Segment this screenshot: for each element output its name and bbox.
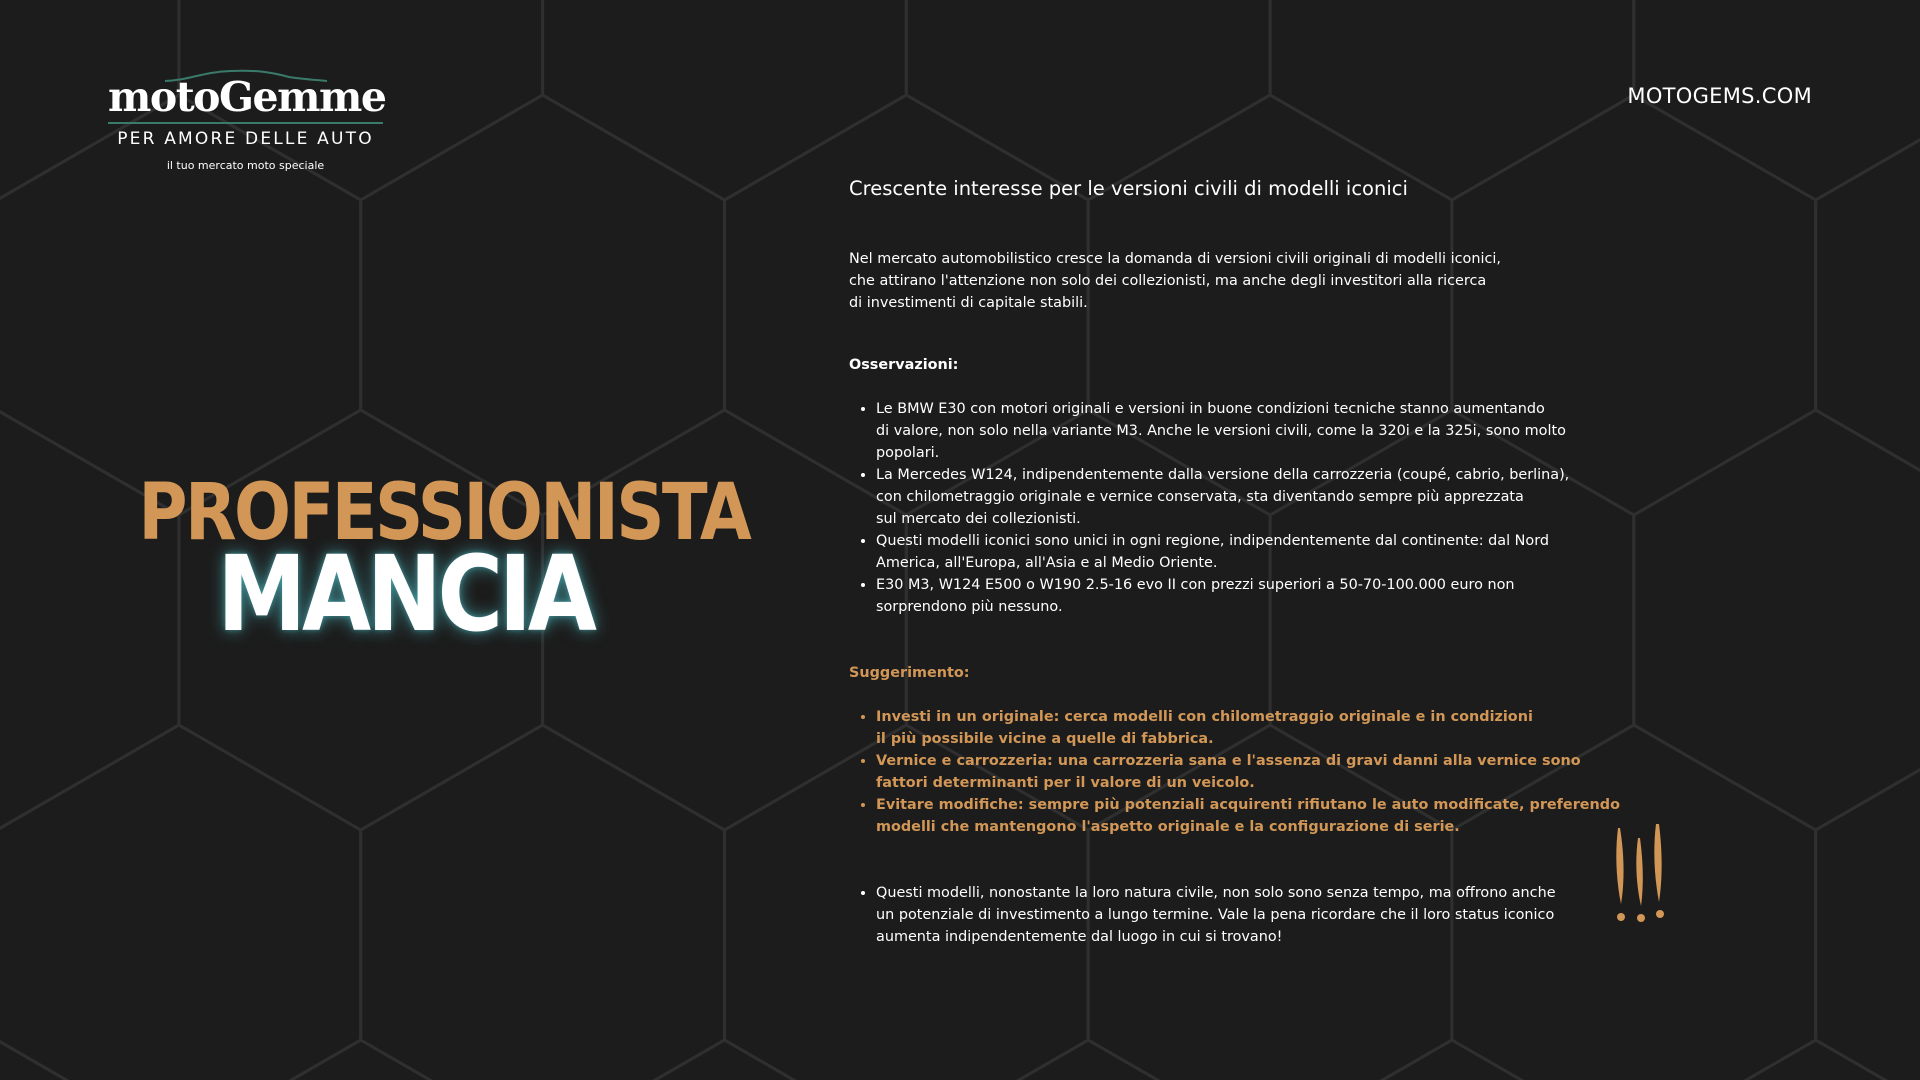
brand-logo bbox=[108, 68, 386, 173]
hexagon-cell bbox=[543, 0, 907, 200]
hero-line-professionista: PROFESSIONISTA bbox=[138, 468, 750, 558]
hexagon-cell bbox=[1816, 725, 1920, 1080]
article bbox=[849, 176, 1620, 948]
exclamation-marks-icon bbox=[1610, 822, 1670, 924]
tip-line: modelli che mantengono l'aspetto originale e la configurazione di serie. bbox=[876, 819, 1460, 835]
observation-line: America, all'Europa, all'Asia e al Medio Oriente. bbox=[876, 555, 1218, 571]
logo-name: motoGemme bbox=[108, 73, 386, 121]
hexagon-cell bbox=[906, 0, 1270, 200]
observation-line: con chilometraggio originale e vernice conservata, sta diventando sempre più apprezzata bbox=[876, 489, 1524, 505]
closing-list bbox=[849, 882, 1609, 948]
closing-line: aumenta indipendentemente dal luogo in cui si trovano! bbox=[876, 929, 1283, 945]
observations-title: Osservazioni: bbox=[849, 357, 959, 373]
closing-line: un potenziale di investimento a lungo termine. Vale la pena ricordare che il loro status iconico bbox=[876, 907, 1555, 923]
intro-line: di investimenti di capitale stabili. bbox=[849, 295, 1088, 311]
intro-line: Nel mercato automobilistico cresce la domanda di versioni civili originali di modelli iconici, bbox=[849, 251, 1501, 267]
hexagon-cell bbox=[1634, 1040, 1920, 1080]
hexagon-cell bbox=[1270, 1040, 1634, 1080]
observation-line: • La Mercedes W124, indipendentemente dalla versione della carrozzeria (coupé, cabrio, berlina), bbox=[876, 467, 1570, 483]
hexagon-cell bbox=[0, 725, 361, 1080]
intro-line: che attirano l'attenzione non solo dei collezionisti, ma anche degli investitori alla ricerca bbox=[849, 273, 1487, 289]
observation-line: • Questi modelli iconici sono unici in ogni regione, indipendentemente dal continente: dal Nord bbox=[876, 533, 1550, 549]
observation-line: popolari. bbox=[876, 445, 940, 461]
hexagon-cell bbox=[543, 1040, 907, 1080]
article-title: Crescente interesse per le versioni civili di modelli iconici bbox=[849, 177, 1408, 200]
observation-item bbox=[876, 574, 1609, 618]
hexagon-cell bbox=[1270, 0, 1634, 200]
logo-tagline: PER AMORE DELLE AUTO bbox=[117, 129, 374, 149]
observation-item bbox=[876, 398, 1609, 464]
hexagon-cell bbox=[0, 1040, 179, 1080]
hexagon-cell bbox=[906, 1040, 1270, 1080]
logo-divider bbox=[108, 122, 383, 124]
hero-heading bbox=[95, 468, 750, 655]
observation-line: • Le BMW E30 con motori originali e versioni in buone condizioni tecniche stanno aumentando bbox=[876, 401, 1545, 417]
hexagon-cell bbox=[1634, 410, 1920, 830]
hexagon-cell bbox=[361, 95, 725, 515]
tips-list bbox=[849, 706, 1620, 838]
observations-list bbox=[849, 398, 1609, 618]
tip-line: fattori determinanti per il valore di un veicolo. bbox=[876, 775, 1255, 791]
observation-line: • E30 M3, W124 E500 o W190 2.5-16 evo II con prezzi superiori a 50-70-100.000 euro non bbox=[876, 577, 1515, 593]
tip-line: • Evitare modifiche: sempre più potenziali acquirenti rifiutano le auto modificate, preferendo bbox=[876, 797, 1620, 813]
article-intro bbox=[849, 248, 1609, 314]
tip-item bbox=[876, 794, 1620, 838]
observation-item bbox=[876, 530, 1609, 574]
hero-line-mancia: MANCIA bbox=[217, 533, 593, 655]
tip-line: il più possibile vicine a quelle di fabbrica. bbox=[876, 731, 1214, 747]
observation-line: di valore, non solo nella variante M3. Anche le versioni civili, come la 320i e la 325i, sono molto bbox=[876, 423, 1566, 439]
observation-line: sorprendono più nessuno. bbox=[876, 599, 1063, 615]
tip-item bbox=[876, 706, 1609, 750]
observation-item bbox=[876, 464, 1609, 530]
closing-item bbox=[876, 882, 1609, 948]
site-url: MOTOGEMS.COM bbox=[1627, 84, 1812, 108]
closing-line: • Questi modelli, nonostante la loro natura civile, non solo sono senza tempo, ma offrono anche bbox=[876, 885, 1556, 901]
hexagon-cell bbox=[179, 1040, 543, 1080]
logo-subtitle: il tuo mercato moto speciale bbox=[166, 159, 325, 172]
tip-line: • Vernice e carrozzeria: una carrozzeria sana e l'assenza di gravi danni alla vernice sono bbox=[876, 753, 1581, 769]
tips-title: Suggerimento: bbox=[849, 665, 970, 681]
hexagon-cell bbox=[1816, 95, 1920, 515]
tip-line: • Investi in un originale: cerca modelli con chilometraggio originale e in condizioni bbox=[876, 709, 1533, 725]
observation-line: sul mercato dei collezionisti. bbox=[876, 511, 1081, 527]
tip-item bbox=[876, 750, 1609, 794]
hexagon-cell bbox=[361, 725, 725, 1080]
